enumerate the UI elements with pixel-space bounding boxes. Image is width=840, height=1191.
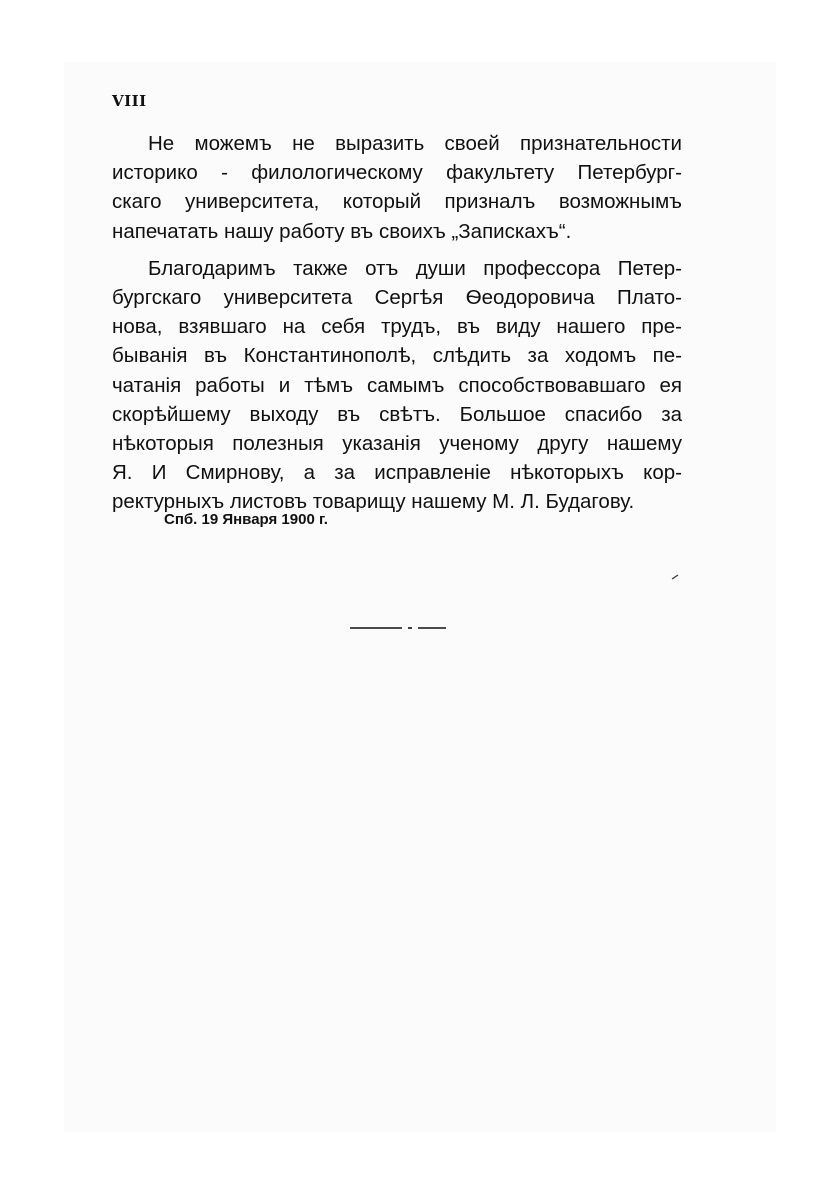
paragraph-line: быванія въ Константинополѣ, слѣдить за ходомъ пе-	[112, 344, 682, 368]
paragraph-line: скорѣйшему выходу въ свѣтъ. Большое спасибо за	[112, 402, 682, 426]
paragraph-line: напечатать нашу работу въ своихъ „Запискахъ“.	[112, 219, 572, 243]
paragraph-acknowledgement-colleagues	[112, 254, 682, 517]
ink-speck	[671, 574, 679, 580]
paragraph-line: скаго университета, который призналъ возможнымъ	[112, 190, 682, 214]
body-text	[112, 129, 682, 517]
paragraph-line: бургскаго университета Сергѣя Ѳеодоровича Плато-	[112, 286, 682, 310]
paragraph-acknowledgement-faculty	[112, 129, 682, 246]
paragraph-spacer	[112, 246, 682, 254]
paragraph-line: Не можемъ не выразить своей признательности	[148, 132, 682, 155]
paragraph-line: нова, взявшаго на себя трудъ, въ виду нашего пре-	[112, 315, 682, 339]
paragraph-line: Я. И Смирнову, а за исправленіе нѣкоторыхъ кор-	[112, 461, 682, 485]
closing-rule	[350, 627, 446, 629]
date-signature: Спб. 19 Января 1900 г.	[164, 511, 328, 528]
paragraph-line: историко - филологическому факультету Петербург-	[112, 161, 682, 185]
page-number: VIII	[112, 92, 147, 110]
paragraph-line: нѣкоторыя полезныя указанія ученому другу нашему	[112, 432, 682, 456]
paragraph-line: ректурныхъ листовъ товарищу нашему М. Л. Будагову.	[112, 490, 635, 514]
paragraph-line: Благодаримъ также отъ души профессора Петер-	[148, 256, 682, 280]
paragraph-line: чатанія работы и тѣмъ самымъ способствовавшаго ея	[112, 373, 682, 397]
